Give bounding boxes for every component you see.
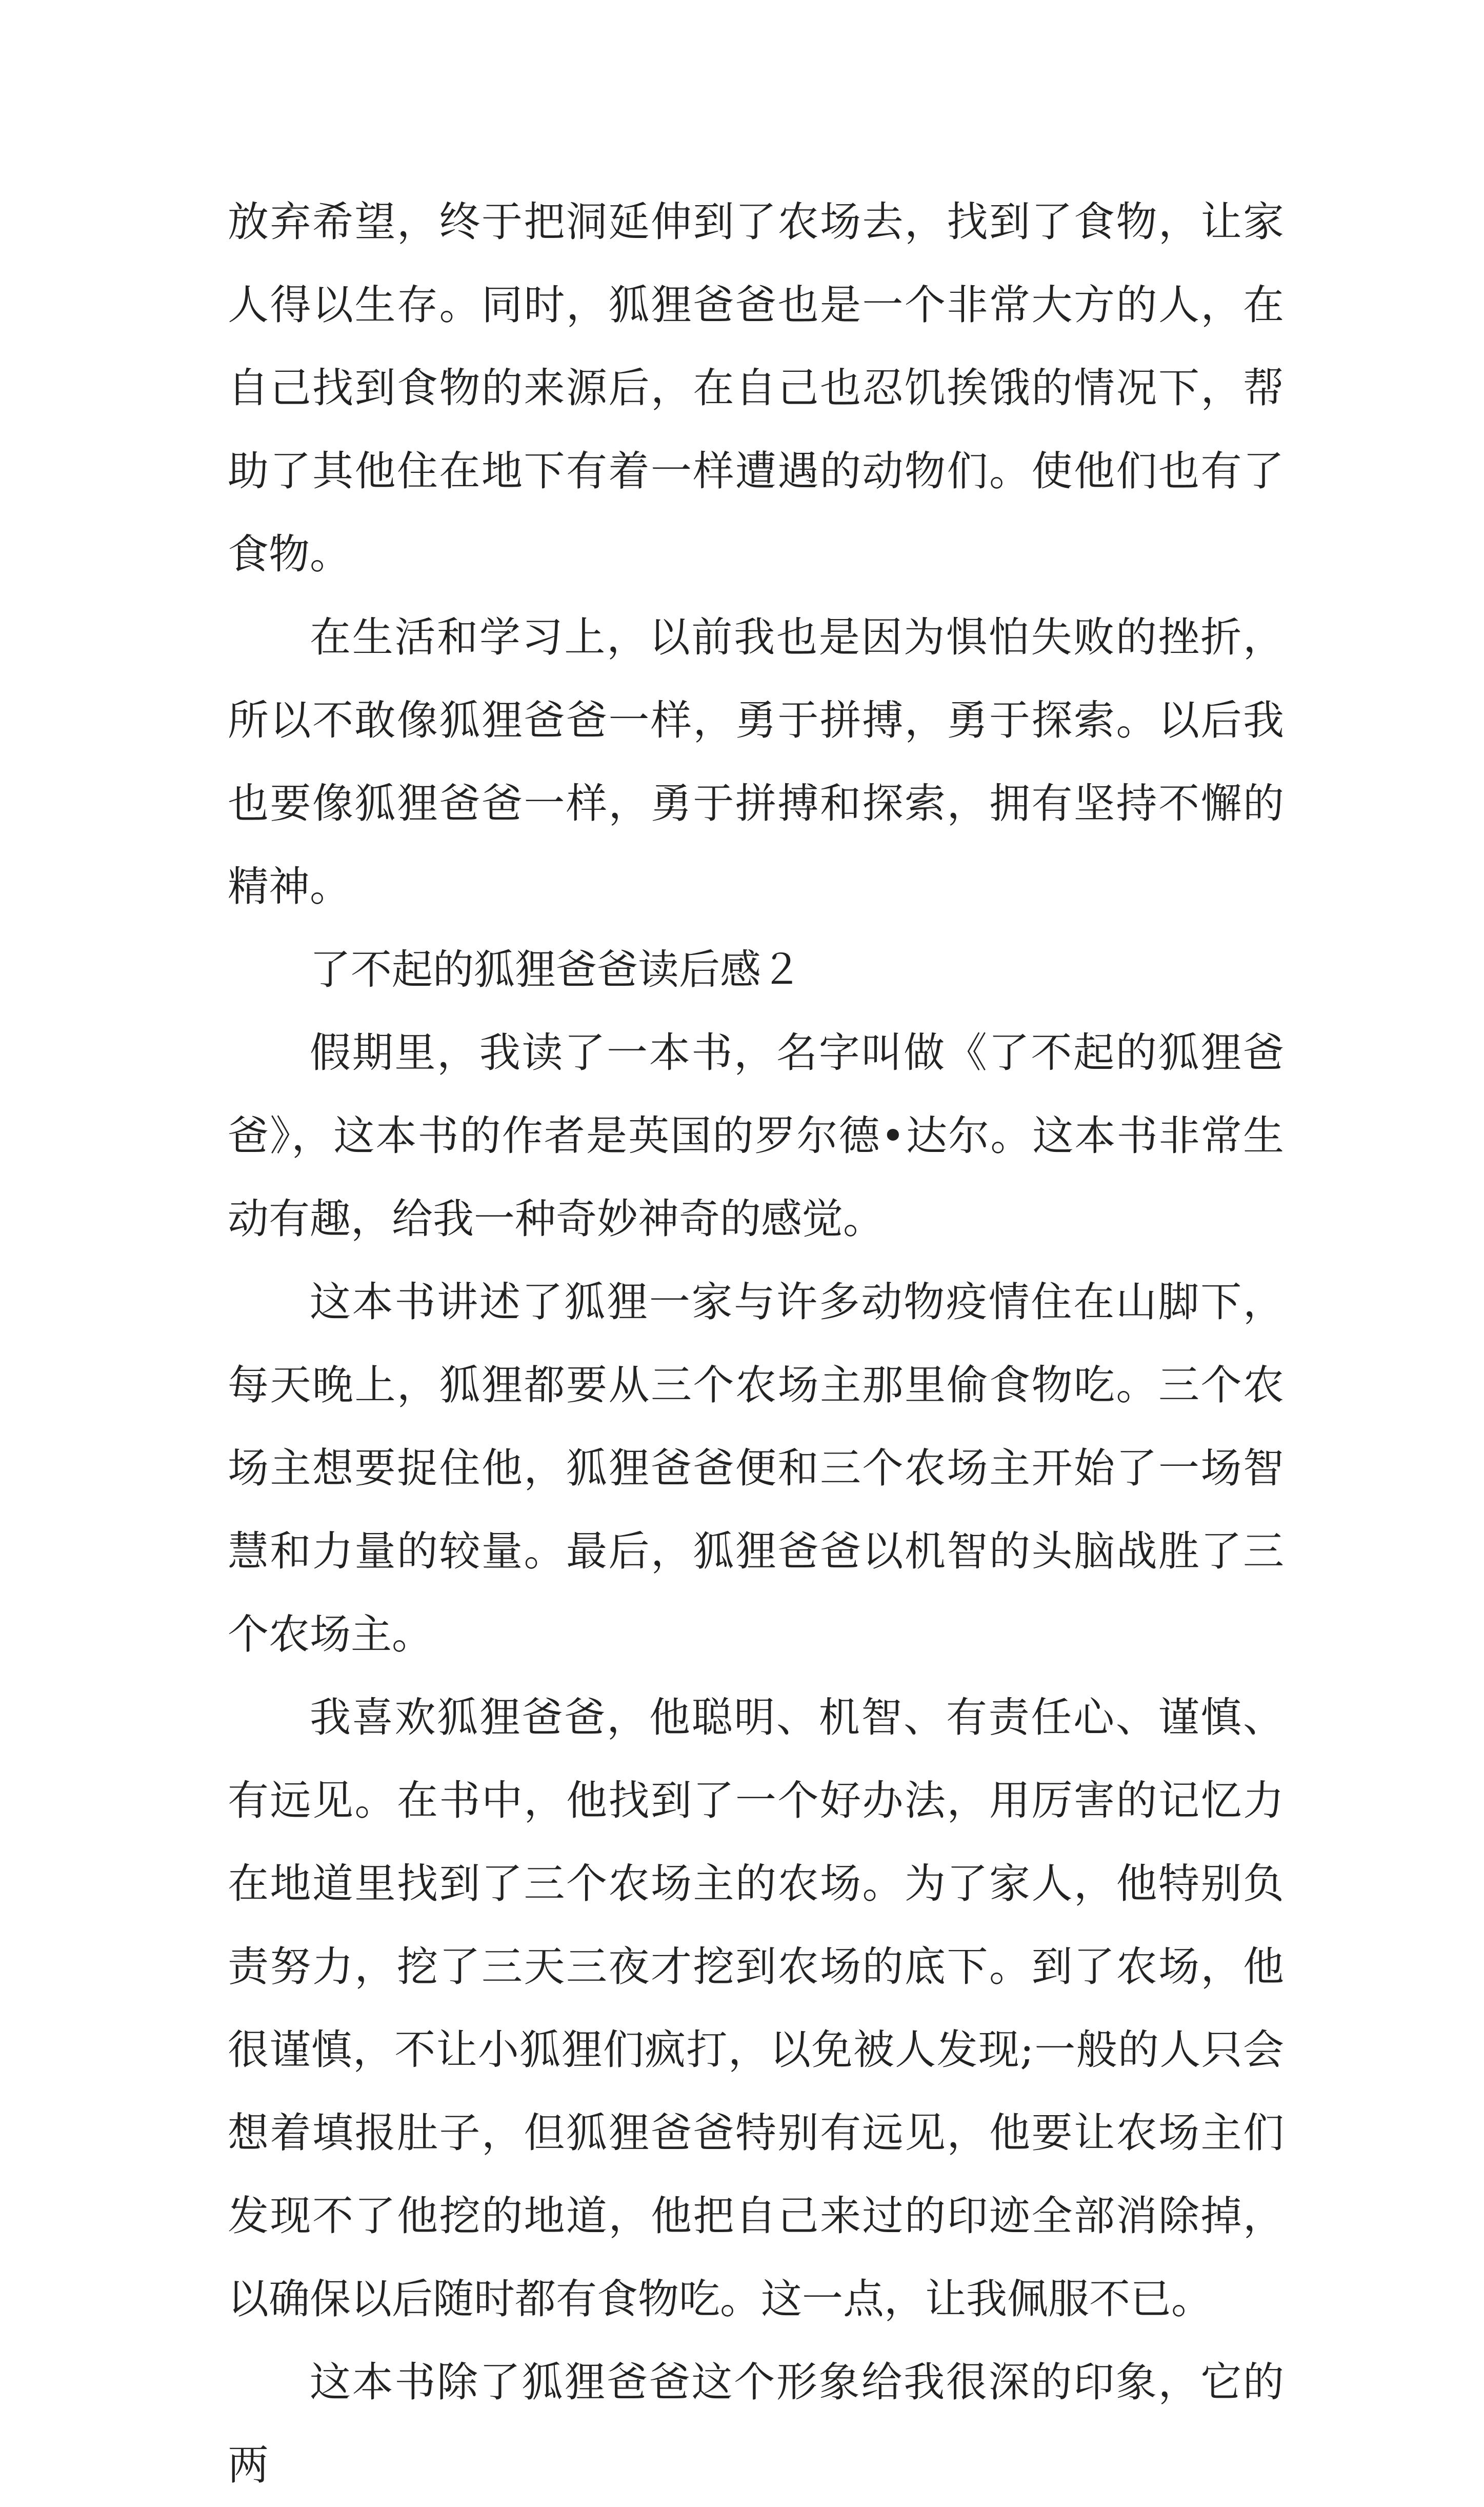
paragraph: 放弃希望，终于把洞延伸到了农场去，找到了食物，让家人得以生存。同时，狐狸爸爸也是一个非常大方的人，在自己找到食物的来源后，在自己也忍饥挨饿的情况下，帮助了其他住在地下有着一样遭遇的动物们。使他们也有了食物。 [228,198,1284,578]
paragraph: 在生活和学习上，以前我也是因为惧怕失败的挫折，所以不敢像狐狸爸爸一样，勇于拼搏，勇于探索。以后我也要像狐狸爸爸一样，勇于拼搏和探索，拥有坚持不懈的精神。 [228,613,1284,910]
paragraph: 这本书讲述了狐狸一家与许多动物疫情住在山脚下，每天晚上，狐狸都要从三个农场主那里偷食物吃。三个农场主想要捉住他，狐狸爸爸便和三个农场主开始了一场智慧和力量的较量。最后，狐狸爸爸以机智的头脑战胜了三个农场主。 [228,1278,1284,1658]
section-title: 了不起的狐狸爸爸读后感２ [310,946,802,993]
paragraph: 我喜欢狐狸爸爸，他聪明、机智、有责任心、谨慎、有远见。在书中，他找到了一个好办法，用厉害的记忆力在地道里找到了三个农场主的农场。为了家人，他特别负责努力，挖了三天三夜才挖到农场的底下。到了农场，他很谨慎，不让小狐狸们疯打，以免被人发现;一般的人只会想着填报肚子，但狐狸爸爸特别有远见，他要让农场主们发现不了他挖的地道，他把自己来过的印迹全部消除掉，以确保以后随时都有食物吃。这一点，让我佩服不已。 [228,1694,1284,2323]
paragraph: 这本书除了狐狸爸爸这个形象给我很深的印象，它的两 [228,2358,1284,2489]
document-body [228,181,1284,2507]
paragraph: 假期里，我读了一本书，名字叫做《了不起的狐狸爸爸》，这本书的作者是英国的罗尔德•达尔。这本书非常生动有趣，给我一种奇妙神奇的感觉。 [228,1029,1284,1243]
